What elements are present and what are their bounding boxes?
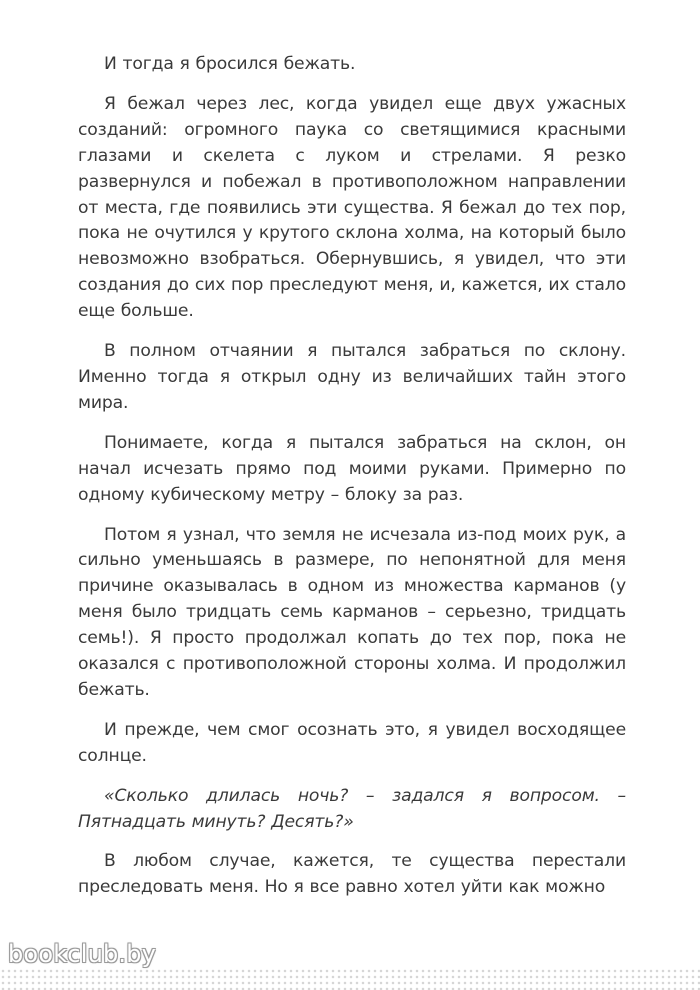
paragraph: Я бежал через лес, когда увидел еще двух ужасных созданий: огромного паука со светящимися красными глазами и скелета с луком и стрелами. Я резко развернулся и побежал в противоположном направлении от места, где появились эти существа. Я бежал до тех пор, пока не очутился у крутого склона холма, на который было невозможно взобраться. Обернувшись, я увидел, что эти создания до сих пор преследуют меня, и, кажется, их стало еще больше. <box>78 93 626 322</box>
bottom-decorative-strip <box>0 968 700 990</box>
paragraph-italic-quote: «Сколько длилась ночь? – задался я вопросом. – Пятнадцать минуть? Десять?» <box>78 785 626 832</box>
paragraph: В любом случае, кажется, те существа перестали преследовать меня. Но я все равно хотел уйти как можно <box>78 851 626 898</box>
book-page-text <box>78 52 626 915</box>
paragraph: Потом я узнал, что земля не исчезала из-под моих рук, а сильно уменьшаясь в размере, по непонятной для меня причине оказывалась в одном из множества карманов (у меня было тридцать семь карманов – серьезно, тридцать семь!). Я просто продолжал копать до тех пор, пока не оказался с противоположной стороны холма. И продолжил бежать. <box>78 524 626 700</box>
paragraph: В полном отчаянии я пытался забраться по склону. Именно тогда я открыл одну из величайших тайн этого мира. <box>78 341 626 413</box>
watermark: bookclub.by <box>8 940 157 968</box>
paragraph: И прежде, чем смог осознать это, я увидел восходящее солнце. <box>78 719 626 766</box>
paragraph: И тогда я бросился бежать. <box>104 54 356 74</box>
paragraph: Понимаете, когда я пытался забраться на склон, он начал исчезать прямо под моими руками. Примерно по одному кубическому метру – блоку за раз. <box>78 432 626 505</box>
